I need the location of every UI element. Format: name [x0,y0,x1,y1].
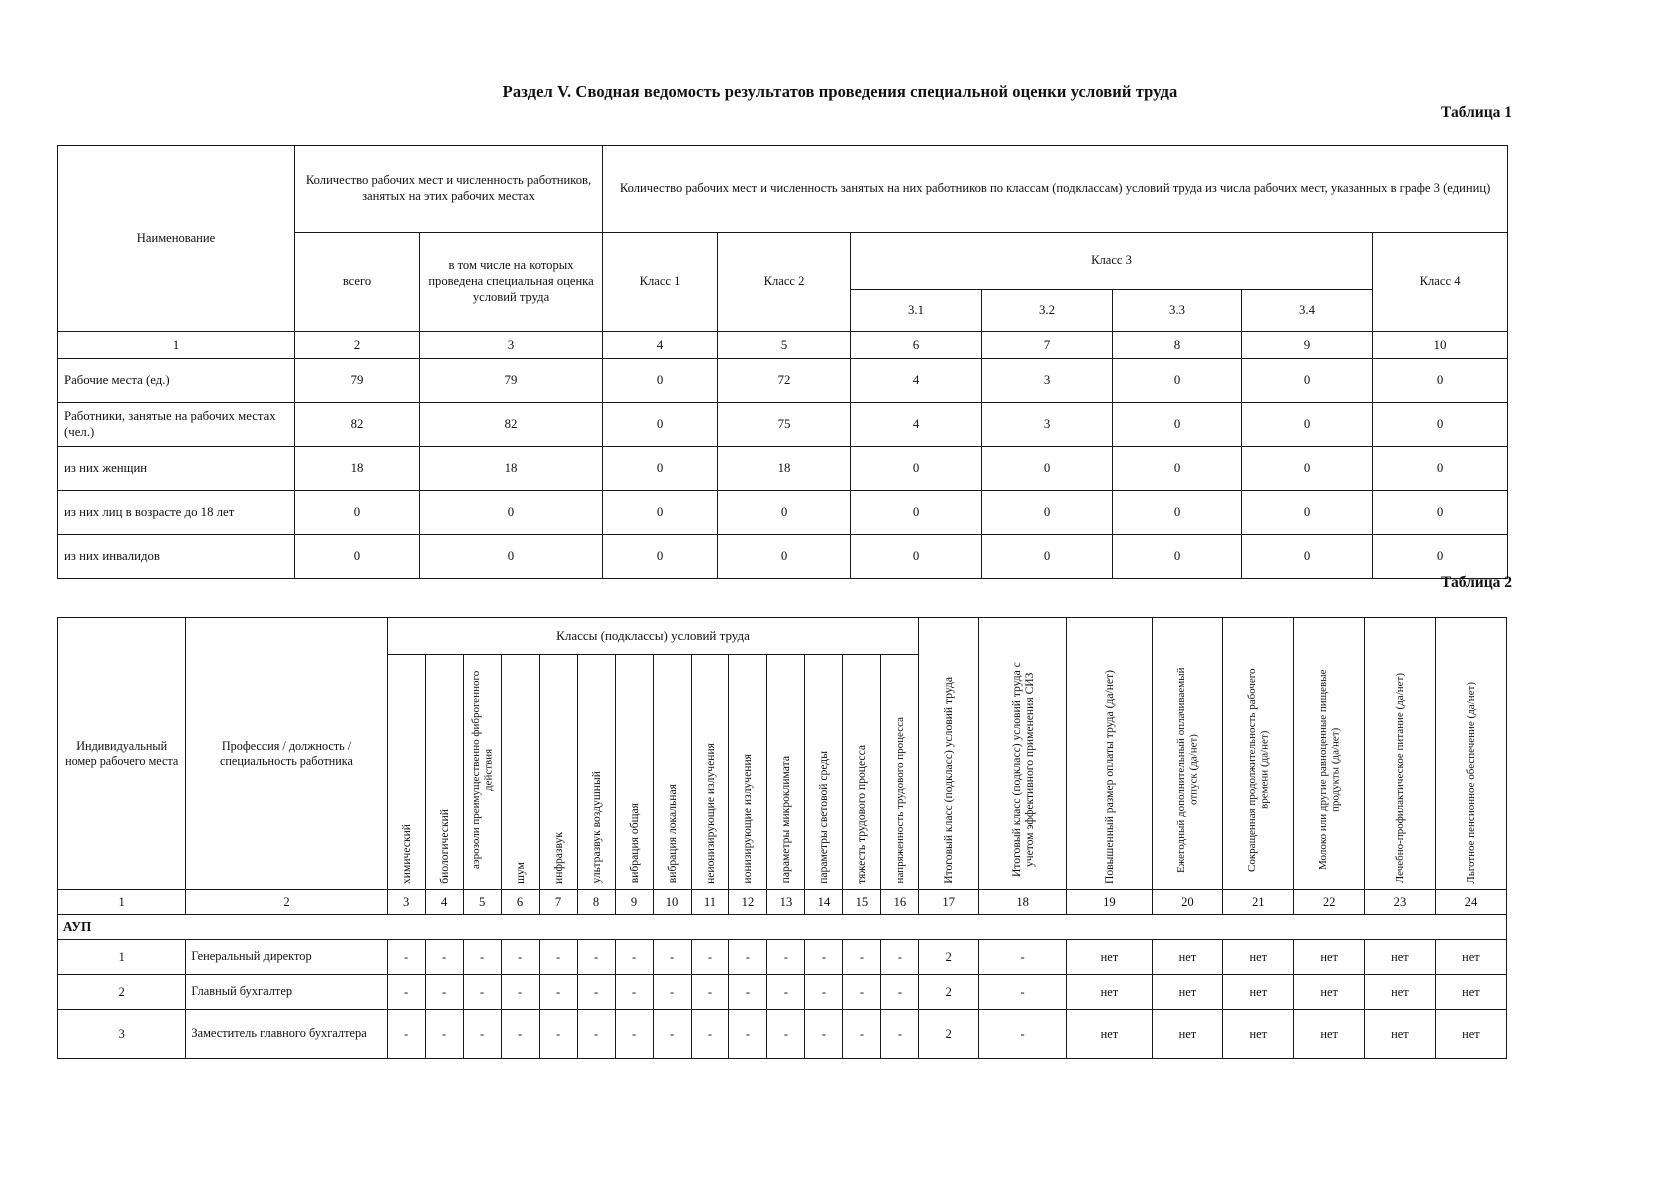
t1-cell: 0 [1113,403,1242,447]
t1-cell: 0 [1113,447,1242,491]
t2-factor-cell: - [767,1010,805,1059]
t2-workplace-number: 2 [58,975,186,1010]
t2-factor-header-ultrasound: ультразвук воздушный [577,655,615,890]
summary-table-1 [57,145,1508,579]
t2-factor-cell: - [615,975,653,1010]
t1-cell: 0 [1242,403,1373,447]
t2-factor-cell: - [843,1010,881,1059]
t1-cell: 18 [718,447,851,491]
table-row [58,447,1508,491]
t2-factor-cell: - [425,940,463,975]
t1-colnum: 7 [982,332,1113,359]
t2-factor-cell: - [767,940,805,975]
t1-class2-header: Класс 2 [718,233,851,332]
t2-guarantee-header-vacation: Ежегодный дополнительный оплачиваемый отпуск (да/нет) [1152,618,1223,890]
t2-final-class-cell: 2 [919,940,979,975]
t1-colnum: 2 [295,332,420,359]
t2-factor-cell: - [691,975,729,1010]
t2-guarantee-header-pension: Льготное пенсионное обеспечение (да/нет) [1435,618,1506,890]
t2-final-class-ppe-cell: - [978,940,1066,975]
t2-guarantee-header-food: Лечебно-профилактическое питание (да/нет) [1365,618,1436,890]
t2-colnum: 1 [58,890,186,915]
t2-guarantee-cell: нет [1223,940,1294,975]
t1-cell: 0 [1242,359,1373,403]
t2-profession: Заместитель главного бухгалтера [186,1010,387,1059]
t2-colnum: 21 [1223,890,1294,915]
t1-cell: 0 [420,535,603,579]
t2-factor-header-infrasound: инфразвук [539,655,577,890]
t2-factor-cell: - [805,975,843,1010]
table-row [58,940,1507,975]
t1-cell: 82 [420,403,603,447]
t1-cell: 0 [1373,535,1508,579]
table1-caption: Таблица 1 [1441,104,1512,121]
t2-factor-cell: - [653,940,691,975]
t2-workplace-number: 3 [58,1010,186,1059]
t2-colnum: 19 [1067,890,1152,915]
t2-guarantee-cell: нет [1223,1010,1294,1059]
t1-total-header: всего [295,233,420,332]
t2-factor-header-ionizing: ионизирующие излучения [729,655,767,890]
t2-colnum: 9 [615,890,653,915]
table2-caption: Таблица 2 [1441,574,1512,591]
t2-final-class-ppe-header: Итоговый класс (подкласс) условий труда с учетом эффективного применения СИЗ [978,618,1066,890]
t1-cell: 18 [420,447,603,491]
t1-cell: 0 [1373,447,1508,491]
t2-guarantee-header-pay: Повышенный размер оплаты труда (да/нет) [1067,618,1152,890]
t1-row-label: из них женщин [58,447,295,491]
t2-factor-cell: - [691,940,729,975]
t2-profession: Генеральный директор [186,940,387,975]
t2-guarantee-cell: нет [1294,940,1365,975]
t2-guarantee-cell: нет [1365,975,1436,1010]
t1-row-label: Рабочие места (ед.) [58,359,295,403]
table-row [58,359,1508,403]
t1-colnum: 3 [420,332,603,359]
t1-cell: 0 [1242,491,1373,535]
t2-guarantee-cell: нет [1365,1010,1436,1059]
t1-cell: 0 [1373,403,1508,447]
t2-factor-header-biological: биологический [425,655,463,890]
t1-sub31-header: 3.1 [851,290,982,332]
t2-factor-cell: - [729,975,767,1010]
t2-final-class-ppe-cell: - [978,975,1066,1010]
t1-class3-header: Класс 3 [851,233,1373,290]
t1-cell: 72 [718,359,851,403]
t2-factor-cell: - [767,975,805,1010]
t1-cell: 0 [1242,447,1373,491]
t2-colnum: 12 [729,890,767,915]
t1-cell: 4 [851,359,982,403]
t2-factor-cell: - [501,940,539,975]
t2-factor-cell: - [881,975,919,1010]
t2-factor-cell: - [501,975,539,1010]
t2-factor-cell: - [881,940,919,975]
t1-colnum: 1 [58,332,295,359]
t1-cell: 0 [851,491,982,535]
t2-factor-cell: - [577,975,615,1010]
t2-factor-cell: - [881,1010,919,1059]
t2-factor-header-chemical: химический [387,655,425,890]
t1-row-label: Работники, занятые на рабочих местах (чел.) [58,403,295,447]
t2-colnum: 7 [539,890,577,915]
table-row [58,535,1508,579]
t1-cell: 18 [295,447,420,491]
t2-factor-cell: - [387,940,425,975]
table-row [58,491,1508,535]
t2-colnum: 6 [501,890,539,915]
t2-factor-cell: - [729,1010,767,1059]
t1-cell: 0 [603,447,718,491]
t1-col-name-header: Наименование [58,146,295,332]
t2-factor-header-aerosols: аэрозоли преимущественно фиброгенного действия [463,655,501,890]
t2-guarantee-cell: нет [1365,940,1436,975]
t2-col2-header: Профессия / должность / специальность работника [186,618,387,890]
t2-factor-cell: - [539,1010,577,1059]
t2-factor-cell: - [691,1010,729,1059]
table-row [58,975,1507,1010]
t1-cell: 0 [603,491,718,535]
t2-guarantee-cell: нет [1067,975,1152,1010]
t2-colnum: 22 [1294,890,1365,915]
t2-colnum: 8 [577,890,615,915]
t2-factor-cell: - [843,940,881,975]
t2-colnum: 14 [805,890,843,915]
t2-factor-cell: - [805,1010,843,1059]
t2-guarantee-cell: нет [1435,975,1506,1010]
t1-colnum: 10 [1373,332,1508,359]
t2-factor-cell: - [425,1010,463,1059]
t1-sub33-header: 3.3 [1113,290,1242,332]
t1-colnum: 5 [718,332,851,359]
t2-factor-cell: - [463,1010,501,1059]
t1-cell: 0 [603,535,718,579]
t1-cell: 0 [1373,359,1508,403]
t2-profession: Главный бухгалтер [186,975,387,1010]
t2-factor-cell: - [425,975,463,1010]
table-row [58,1010,1507,1059]
t2-factor-cell: - [843,975,881,1010]
t2-colnum: 3 [387,890,425,915]
t2-factor-cell: - [653,1010,691,1059]
t2-factor-cell: - [729,940,767,975]
t1-cell: 0 [718,491,851,535]
t2-final-class-cell: 2 [919,975,979,1010]
t1-cell: 0 [603,359,718,403]
t2-factor-cell: - [615,940,653,975]
t2-factor-header-noise: шум [501,655,539,890]
t1-row-label: из них инвалидов [58,535,295,579]
t2-colnum: 13 [767,890,805,915]
t1-cell: 0 [1113,491,1242,535]
t2-numbering-row [58,890,1507,915]
t2-factor-header-vibration-local: вибрация локальная [653,655,691,890]
t2-factor-cell: - [653,975,691,1010]
t1-sub34-header: 3.4 [1242,290,1373,332]
t2-factor-header-microclimate: параметры микроклимата [767,655,805,890]
t1-cell: 0 [295,535,420,579]
t2-final-class-ppe-cell: - [978,1010,1066,1059]
t1-cell: 3 [982,359,1113,403]
t2-group-classes-header: Классы (подклассы) условий труда [387,618,919,655]
workplace-table-2 [57,617,1507,1059]
t2-factor-header-light: параметры световой среды [805,655,843,890]
t1-cell: 0 [982,491,1113,535]
t2-factor-cell: - [387,1010,425,1059]
t2-colnum: 15 [843,890,881,915]
t2-header-row-1 [58,618,1507,655]
t2-colnum: 4 [425,890,463,915]
t2-group-label: АУП [58,915,1507,940]
t1-cell: 0 [1373,491,1508,535]
t1-cell: 0 [718,535,851,579]
t1-cell: 0 [982,447,1113,491]
t2-guarantee-header-worktime: Сокращенная продолжительность рабочего времени (да/нет) [1223,618,1294,890]
t1-row-label: из них лиц в возрасте до 18 лет [58,491,295,535]
t1-group-total-header: Количество рабочих мест и численность работников, занятых на этих рабочих местах [295,146,603,233]
t1-cell: 75 [718,403,851,447]
t1-cell: 0 [420,491,603,535]
t2-colnum: 17 [919,890,979,915]
t2-factor-cell: - [539,975,577,1010]
t2-colnum: 11 [691,890,729,915]
t2-final-class-header: Итоговый класс (подкласс) условий труда [919,618,979,890]
t2-guarantee-cell: нет [1152,975,1223,1010]
t2-guarantee-cell: нет [1294,975,1365,1010]
t2-colnum: 5 [463,890,501,915]
t1-class1-header: Класс 1 [603,233,718,332]
t2-colnum: 18 [978,890,1066,915]
t1-class4-header: Класс 4 [1373,233,1508,332]
t1-cell: 79 [420,359,603,403]
t2-guarantee-cell: нет [1152,940,1223,975]
t1-cell: 79 [295,359,420,403]
t2-factor-header-vibration-general: вибрация общая [615,655,653,890]
t2-colnum: 2 [186,890,387,915]
t2-guarantee-cell: нет [1067,1010,1152,1059]
t1-cell: 3 [982,403,1113,447]
t2-guarantee-cell: нет [1152,1010,1223,1059]
t2-group-row [58,915,1507,940]
t1-colnum: 4 [603,332,718,359]
t2-factor-cell: - [805,940,843,975]
t1-colnum: 6 [851,332,982,359]
t1-cell: 0 [982,535,1113,579]
t1-assessed-header: в том числе на которых проведена специальная оценка условий труда [420,233,603,332]
t2-guarantee-cell: нет [1067,940,1152,975]
t2-colnum: 24 [1435,890,1506,915]
t1-cell: 0 [1113,535,1242,579]
t1-sub32-header: 3.2 [982,290,1113,332]
page-title: Раздел V. Сводная ведомость результатов проведения специальной оценки условий труда [502,82,1178,101]
t2-workplace-number: 1 [58,940,186,975]
t2-guarantee-header-milk: Молоко или другие равноценные пищевые продукты (да/нет) [1294,618,1365,890]
t1-cell: 0 [1242,535,1373,579]
t1-cell: 0 [851,535,982,579]
t2-factor-cell: - [387,975,425,1010]
t1-cell: 0 [851,447,982,491]
t2-factor-cell: - [615,1010,653,1059]
t1-colnum: 8 [1113,332,1242,359]
t2-final-class-cell: 2 [919,1010,979,1059]
table-row [58,403,1508,447]
t2-colnum: 23 [1365,890,1436,915]
t1-cell: 0 [295,491,420,535]
t2-guarantee-cell: нет [1223,975,1294,1010]
t2-factor-cell: - [577,940,615,975]
t1-cell: 82 [295,403,420,447]
t1-colnum: 9 [1242,332,1373,359]
t2-factor-cell: - [463,940,501,975]
t2-factor-cell: - [501,1010,539,1059]
t2-col1-header: Индивидуальный номер рабочего места [58,618,186,890]
t2-factor-cell: - [577,1010,615,1059]
t2-guarantee-cell: нет [1435,1010,1506,1059]
t2-colnum: 16 [881,890,919,915]
t1-cell: 0 [1113,359,1242,403]
t2-guarantee-cell: нет [1435,940,1506,975]
t1-cell: 4 [851,403,982,447]
t2-factor-header-severity: тяжесть трудового процесса [843,655,881,890]
t2-factor-cell: - [539,940,577,975]
t2-factor-cell: - [463,975,501,1010]
t1-cell: 0 [603,403,718,447]
t2-factor-header-nonionizing: неионизирующие излучения [691,655,729,890]
t1-numbering-row [58,332,1508,359]
t1-group-classes-header: Количество рабочих мест и численность занятых на них работников по классам (подклассам) условий труда из числа рабочих мест, указанных в графе 3 (единиц) [603,146,1508,233]
t1-header-row-1 [58,146,1508,233]
t2-colnum: 20 [1152,890,1223,915]
t2-factor-header-intensity: напряженность трудового процесса [881,655,919,890]
t2-guarantee-cell: нет [1294,1010,1365,1059]
t2-colnum: 10 [653,890,691,915]
